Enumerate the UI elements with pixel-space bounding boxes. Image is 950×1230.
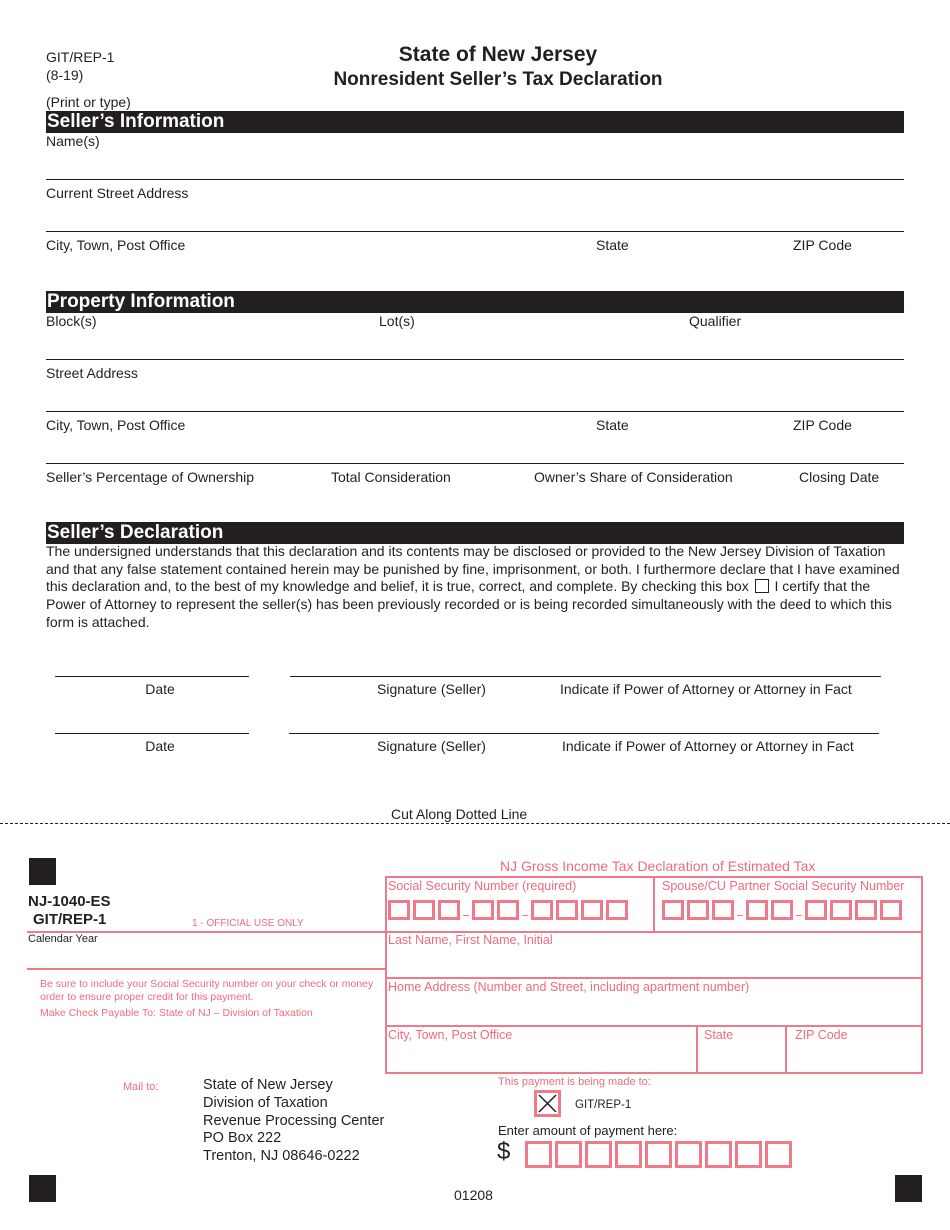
spouse-ssn-digit[interactable] (687, 900, 709, 920)
signature-label-1: Signature (Seller) (377, 681, 486, 697)
ssn-digit[interactable] (388, 900, 410, 920)
address-rule (385, 1025, 923, 1027)
spouse-ssn-digit[interactable] (712, 900, 734, 920)
lot-label: Lot(s) (379, 313, 415, 329)
voucher-title: NJ Gross Income Tax Declaration of Estimated Tax (500, 858, 816, 874)
declaration-text-start: The undersigned understands that this declaration and its contents may be disclosed or provided to the New Jersey Division of Taxation and that any false statement contained herein may be punished by fine, imprisonment, or both. I furthermore declare that I have examined this declaration and, to the best of my knowledge and belief, it is true, correct, and complete. By checking this box (46, 543, 900, 595)
ssn-digit[interactable] (497, 900, 519, 920)
ssn-note: Be sure to include your Social Security number on your check or money order to ensure proper credit for this payment. (40, 978, 374, 1003)
qualifier-label: Qualifier (689, 313, 742, 329)
amount-digit[interactable] (645, 1141, 672, 1168)
cut-line (0, 823, 950, 824)
ssn-digit[interactable] (472, 900, 494, 920)
amount-label: Enter amount of payment here: (498, 1123, 678, 1138)
page-title: State of New Jersey (398, 43, 598, 66)
ssn-digit[interactable] (413, 900, 435, 920)
amount-digit[interactable] (705, 1141, 732, 1168)
voucher-city-field[interactable] (387, 1045, 695, 1072)
ssn-separator (463, 915, 469, 916)
poa-checkbox[interactable] (755, 579, 769, 593)
ssn-divider (653, 876, 655, 932)
voucher-state-field[interactable] (698, 1045, 784, 1072)
voucher-zip-field[interactable] (787, 1045, 921, 1072)
voucher-form-sub: GIT/REP-1 (33, 911, 107, 928)
name-rule (385, 977, 923, 979)
spouse-ssn-separator (737, 915, 743, 916)
seller-state-label: State (596, 237, 629, 253)
spouse-ssn-digit[interactable] (662, 900, 684, 920)
ssn-label: Social Security Number (required) (388, 879, 577, 893)
spouse-ssn-digit[interactable] (771, 900, 793, 920)
mail-to-label: Mail to: (123, 1081, 159, 1093)
block-label: Block(s) (46, 313, 97, 329)
property-zip-label: ZIP Code (793, 417, 852, 433)
current-street-field[interactable] (46, 231, 904, 232)
registration-mark-top-left (29, 858, 56, 885)
mail-address-line: Revenue Processing Center (203, 1112, 385, 1129)
payment-amount-input[interactable] (525, 1141, 795, 1168)
property-street-field[interactable] (46, 411, 904, 412)
ssn-input[interactable] (388, 900, 631, 920)
amount-digit[interactable] (675, 1141, 702, 1168)
form-id: GIT/REP-1 (46, 49, 115, 65)
payable-note: Make Check Payable To: State of NJ – Division of Taxation (40, 1007, 313, 1019)
home-address-field[interactable] (387, 997, 921, 1024)
signature-label-2: Signature (Seller) (377, 738, 486, 754)
payment-for-label: This payment is being made to: (498, 1076, 651, 1088)
taxpayer-name-label: Last Name, First Name, Initial (388, 933, 553, 947)
form-revision: (8-19) (46, 67, 84, 83)
official-use-label: 1 - OFFICIAL USE ONLY (192, 918, 304, 929)
spouse-ssn-digit[interactable] (830, 900, 852, 920)
seller-city-label: City, Town, Post Office (46, 237, 186, 253)
spouse-ssn-input[interactable] (662, 900, 905, 920)
amount-digit[interactable] (735, 1141, 762, 1168)
spouse-ssn-digit[interactable] (855, 900, 877, 920)
property-info-heading: Property Information (46, 291, 904, 313)
amount-digit[interactable] (585, 1141, 612, 1168)
mail-address-line: PO Box 222 (203, 1130, 282, 1147)
amount-digit[interactable] (555, 1141, 582, 1168)
ssn-digit[interactable] (556, 900, 578, 920)
amount-digit[interactable] (615, 1141, 642, 1168)
page-subtitle: Nonresident Seller’s Tax Declaration (333, 69, 663, 90)
date-label-1: Date (145, 681, 175, 697)
registration-mark-bottom-right (895, 1175, 922, 1202)
mail-address-line: Division of Taxation (203, 1094, 328, 1111)
ssn-digit[interactable] (531, 900, 553, 920)
block-lot-field[interactable] (46, 359, 904, 360)
spouse-ssn-digit[interactable] (746, 900, 768, 920)
date-field-2[interactable] (55, 733, 249, 734)
spouse-ssn-label: Spouse/CU Partner Social Security Number (662, 879, 905, 893)
taxpayer-name-field[interactable] (387, 950, 921, 976)
ssn-separator (522, 915, 528, 916)
amount-digit[interactable] (525, 1141, 552, 1168)
names-label: Name(s) (46, 133, 100, 149)
property-state-label: State (596, 417, 629, 433)
current-street-label: Current Street Address (46, 185, 189, 201)
ssn-digit[interactable] (606, 900, 628, 920)
checkmark-x-icon (537, 1093, 558, 1114)
spouse-ssn-digit[interactable] (880, 900, 902, 920)
date-field-1[interactable] (55, 676, 249, 677)
seller-zip-label: ZIP Code (793, 237, 852, 253)
voucher-state-label: State (704, 1028, 734, 1042)
poa-label-2: Indicate if Power of Attorney or Attorney in Fact (562, 738, 854, 754)
cut-line-label: Cut Along Dotted Line (391, 806, 528, 822)
declaration-heading: Seller’s Declaration (46, 522, 904, 544)
declaration-text-end: I certify that the Power of Attorney to represent the seller(s) has been previously recorded or is being recorded simultaneously with the deed to which this form is attached. (46, 578, 892, 630)
signature-field-2[interactable] (289, 733, 879, 734)
home-address-label: Home Address (Number and Street, including apartment number) (388, 980, 750, 994)
names-field[interactable] (46, 179, 904, 180)
closing-date-label: Closing Date (799, 469, 880, 485)
voucher-form-code: NJ-1040-ES (28, 893, 111, 910)
property-city-label: City, Town, Post Office (46, 417, 186, 433)
ssn-digit[interactable] (581, 900, 603, 920)
owner-share-label: Owner’s Share of Consideration (534, 469, 733, 485)
amount-digit[interactable] (765, 1141, 792, 1168)
seller-info-heading: Seller’s Information (46, 111, 904, 133)
print-note: (Print or type) (46, 94, 131, 110)
registration-mark-bottom-left (29, 1175, 56, 1202)
spouse-ssn-digit[interactable] (805, 900, 827, 920)
spouse-ssn-separator (796, 915, 802, 916)
ssn-digit[interactable] (438, 900, 460, 920)
mail-address-line: Trenton, NJ 08646-0222 (203, 1148, 360, 1165)
property-city-field[interactable] (46, 463, 904, 464)
payment-checkbox[interactable] (534, 1090, 561, 1117)
mail-address-line: State of New Jersey (203, 1077, 333, 1093)
total-consideration-label: Total Consideration (331, 469, 451, 485)
ownership-fields[interactable] (46, 487, 904, 519)
declaration-text (46, 543, 904, 632)
voucher-zip-label: ZIP Code (795, 1028, 848, 1042)
ownership-label: Seller’s Percentage of Ownership (46, 469, 255, 485)
dollar-sign: $ (497, 1138, 511, 1165)
mail-address (203, 1077, 384, 1166)
signature-field-1[interactable] (290, 676, 881, 677)
poa-label-1: Indicate if Power of Attorney or Attorney in Fact (560, 681, 852, 697)
calendar-year-label: Calendar Year (28, 933, 98, 945)
seller-city-field[interactable] (46, 255, 904, 289)
date-label-2: Date (145, 738, 175, 754)
footer-code: 01208 (454, 1187, 493, 1203)
property-street-label: Street Address (46, 365, 138, 381)
calendar-year-field[interactable] (27, 968, 385, 970)
payment-form-label: GIT/REP-1 (575, 1099, 632, 1111)
voucher-city-label: City, Town, Post Office (388, 1028, 513, 1042)
